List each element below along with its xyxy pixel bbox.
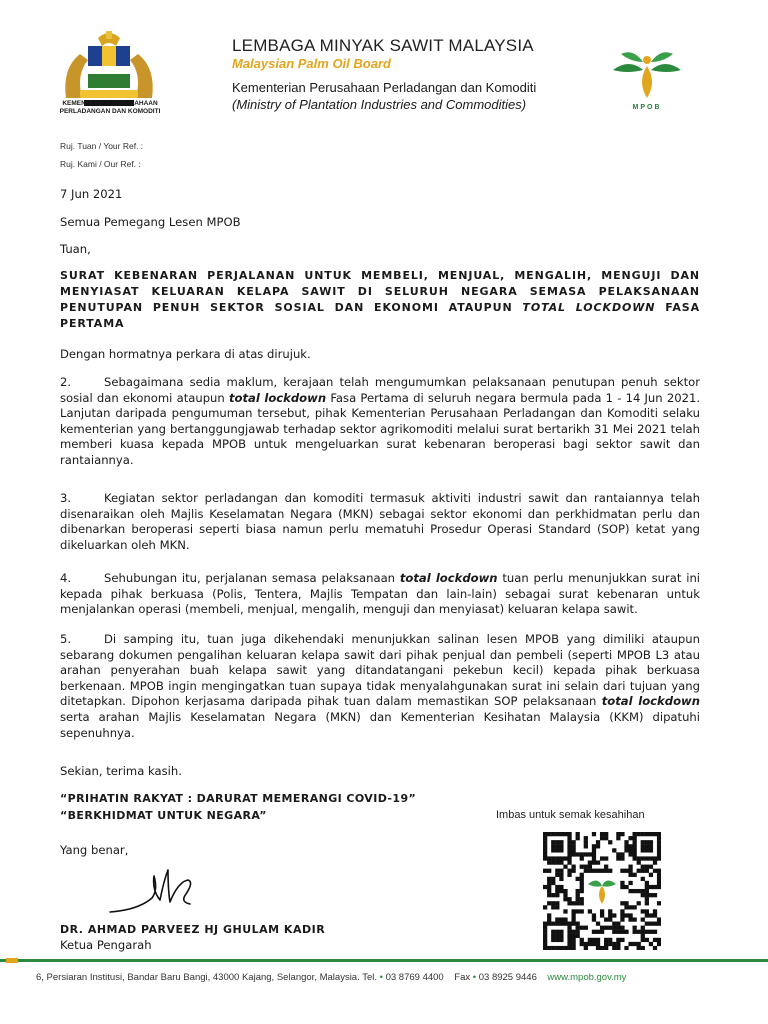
footer-contact: 6, Persiaran Institusi, Bandar Baru Bangi, 43000 Kajang, Selangor, Malaysia. Tel. • 03 8769 4400 Fax • 03 8925 9446 www.mpob.gov.my <box>36 972 627 983</box>
opening-line: Dengan hormatnya perkara di atas dirujuk. <box>60 347 311 361</box>
paragraph-number: 2. <box>60 375 72 389</box>
footer-fax: 03 8925 9446 <box>478 972 537 983</box>
paragraph-4 <box>60 571 700 618</box>
footer-address: 6, Persiaran Institusi, Bandar Baru Bangi, 43000 Kajang, Selangor, Malaysia. Tel. <box>36 972 377 983</box>
qr-center-logo-icon <box>584 873 620 909</box>
mpob-logo-icon <box>607 40 687 106</box>
mpob-logo-label: MPOB <box>632 104 662 111</box>
paragraph-emphasis: total lockdown <box>399 571 498 585</box>
ministry-caption <box>40 100 180 116</box>
paragraph-emphasis: total lockdown <box>228 390 327 405</box>
signatory-title: Ketua Pengarah <box>60 938 152 952</box>
malaysia-coat-of-arms-icon <box>58 28 160 110</box>
board-name-english: Malaysian Palm Oil Board <box>232 56 391 71</box>
subject-end: FASA PERTAMA <box>60 301 701 330</box>
sign-off: Yang benar, <box>60 843 129 857</box>
paragraph-2 <box>60 375 700 469</box>
ministry-name: Kementerian Perusahaan Perladangan dan Komoditi <box>232 80 537 95</box>
footer-website[interactable]: www.mpob.gov.my <box>547 972 627 983</box>
paragraph-text: tuan perlu menunjukkan surat ini kepada pihak berkuasa (Polis, Tentera, Majlis Tempatan dan lain-lain) sebagai surat kebenaran untuk menjalankan operasi (membeli, menjual, mengalih, menguji dan menyiasat) keluaran kelapa sawit. <box>60 571 701 617</box>
ministry-caption-line1: KEMENTERIAN PERUSAHAAN <box>62 100 158 107</box>
our-reference: Ruj. Kami / Our Ref. : <box>60 159 141 169</box>
ministry-caption-line2: PERLADANGAN DAN KOMODITI <box>59 108 161 115</box>
signature-icon <box>108 860 218 920</box>
paragraph-text: Di samping itu, tuan juga dikehendaki menunjukkan salinan lesen MPOB yang dimiliki ataupun sebarang dokumen pengalihan keluaran kelapa sawit dari pihak penjual dan pembeli (seperti MPOB L3 atau arahan penyerahan buah kelapa sawit yang ditandatangani pekebun kecil) kepada pihak berkuasa berkenaan. MPOB ingin mengingatkan tuan supaya tidak menyalahgunakan surat ini selain dari tujuan yang ditetapkan. Dipohon kerjasama daripada pihak tuan dalam memastikan SOP pelaksanaan <box>60 632 700 709</box>
paragraph-number: 4. <box>60 571 72 585</box>
motto-prihatin: “PRIHATIN RAKYAT : DARURAT MEMERANGI COVID-19” <box>60 792 417 805</box>
ministry-name-english: (Ministry of Plantation Industries and Commodities) <box>232 97 527 112</box>
board-name: LEMBAGA MINYAK SAWIT MALAYSIA <box>232 36 534 55</box>
paragraph-text: Kegiatan sektor perladangan dan komoditi termasuk aktiviti industri sawit dan rantaiannya telah disenaraikan oleh Majlis Keselamatan Negara (MKN) sebagai sektor ekonomi dan perkhidmatan perlu dan dibenarkan beroperasi seperti biasa namun perlu mematuhi Prosedur Operasi Standard (SOP) ketat yang dikeluarkan oleh MKN. <box>60 491 700 552</box>
salutation: Tuan, <box>60 242 91 256</box>
letter-date: 7 Jun 2021 <box>60 187 123 201</box>
closing-line: Sekian, terima kasih. <box>60 764 182 778</box>
paragraph-5 <box>60 632 700 741</box>
motto-berkhidmat: “BERKHIDMAT UNTUK NEGARA” <box>60 809 267 822</box>
paragraph-3 <box>60 491 700 553</box>
paragraph-text: Sehubungan itu, perjalanan semasa pelaksanaan <box>104 571 396 585</box>
footer-fax-label: Fax <box>454 972 471 983</box>
your-reference: Ruj. Tuan / Your Ref. : <box>60 141 144 151</box>
subject-emphasis: TOTAL LOCKDOWN <box>522 301 656 314</box>
footer-divider <box>0 958 768 964</box>
paragraph-text: serta arahan Majlis Keselamatan Negara (MKN) dan Kementerian Kesihatan Malaysia (KKM) dipatuhi sepenuhnya. <box>60 709 700 740</box>
footer-tel: 03 8769 4400 <box>385 972 444 983</box>
signatory-name: DR. AHMAD PARVEEZ HJ GHULAM KADIR <box>60 923 326 936</box>
qr-code-icon <box>543 832 661 950</box>
recipient: Semua Pemegang Lesen MPOB <box>60 215 241 229</box>
letter-subject <box>60 268 700 332</box>
paragraph-number: 5. <box>60 632 72 646</box>
paragraph-text: Fasa Pertama di seluruh negara bermula pada 1 - 14 Jun 2021. Lanjutan daripada pengumuman tersebut, pihak Kementerian Perusahaan Perladangan dan Komoditi selaku kementerian yang bertanggungjawab terhadap sektor agrikomoditi melalui surat bertarikh 31 Mei 2021 telah memberi kuasa kepada MPOB untuk mengeluarkan surat kebenaran beroperasi bagi sektor sawit dan rantaiannya. <box>60 390 701 467</box>
qr-caption: Imbas untuk semak kesahihan <box>496 809 645 821</box>
subject-main: SURAT KEBENARAN PERJALANAN UNTUK MEMBELI, MENJUAL, MENGALIH, MENGUJI DAN MENYIASAT KELUARAN KELAPA SAWIT DI SELURUH NEGARA SEMASA PELAKSANAAN PENUTUPAN PENUH SEKTOR SOSIAL DAN EKONOMI ATAUPUN <box>60 269 700 314</box>
paragraph-text: Sebagaimana sedia maklum, kerajaan telah mengumumkan pelaksanaan penutupan penuh sektor sosial dan ekonomi ataupun <box>60 375 700 405</box>
paragraph-emphasis: total lockdown <box>601 694 700 709</box>
paragraph-number: 3. <box>60 491 72 505</box>
